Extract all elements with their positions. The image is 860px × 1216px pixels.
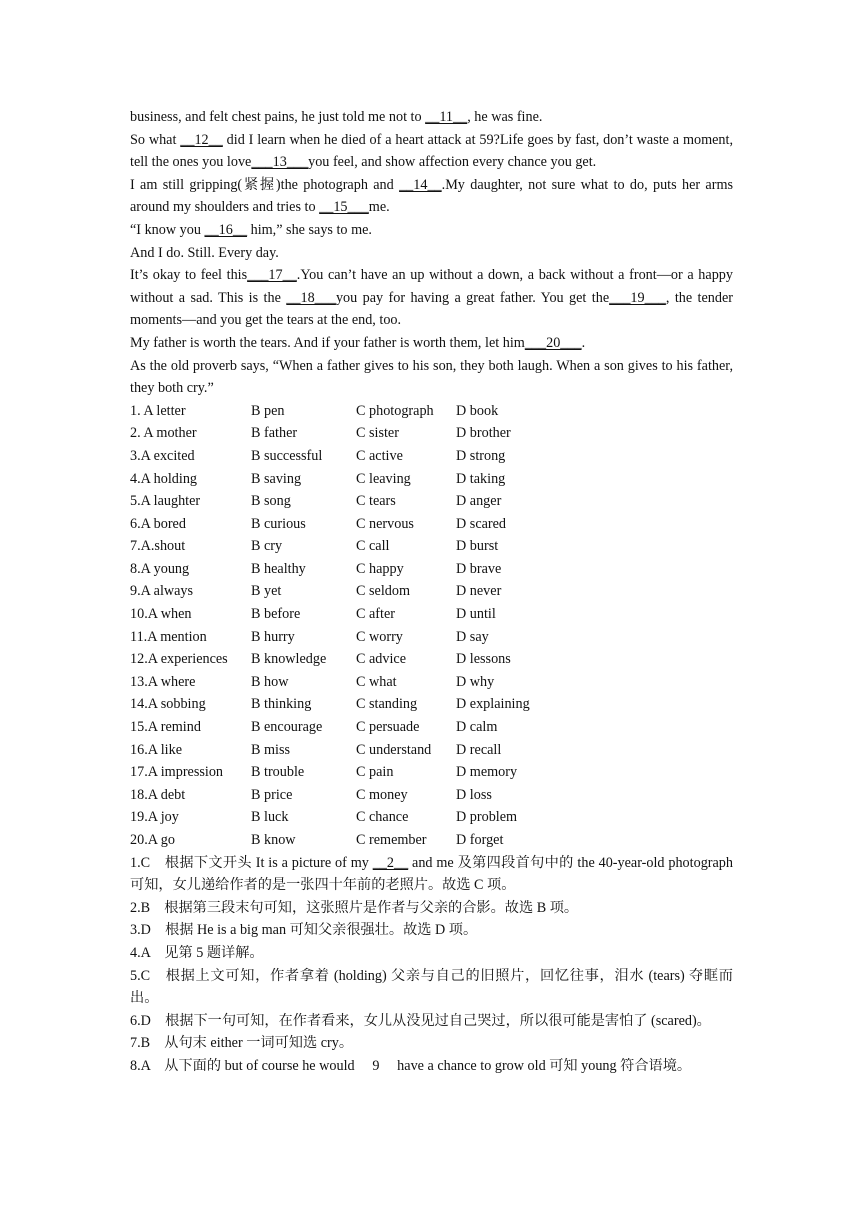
option-d: D recall — [456, 741, 502, 758]
option-a: 3.A excited — [130, 447, 195, 464]
option-b: B how — [251, 673, 289, 690]
passage-paragraph — [130, 242, 733, 265]
text-run: It’s okay to feel this — [130, 267, 248, 284]
option-b: B hurry — [251, 628, 295, 645]
option-b: B pen — [251, 402, 285, 419]
option-d: D lessons — [456, 651, 511, 668]
option-c: C seldom — [356, 583, 410, 600]
option-b: B price — [251, 786, 293, 803]
answer-explanation — [130, 965, 733, 1010]
option-row — [130, 400, 733, 423]
cloze-blank: __16__ — [204, 221, 248, 238]
option-c: C what — [356, 673, 397, 690]
option-d: D say — [456, 628, 489, 645]
text-run: As the old proverb says, “When a father gives to his son, they both laugh. When a son gives to his father, they both cry.” — [130, 357, 733, 397]
option-c: C nervous — [356, 515, 414, 532]
option-b: B before — [251, 606, 301, 623]
option-row — [130, 784, 733, 807]
option-row — [130, 648, 733, 671]
answer-explanation — [130, 1010, 733, 1033]
text-run: you feel, and show affection every chance you get. — [308, 154, 597, 171]
text-run: business, and felt chest pains, he just told me not to — [130, 109, 426, 125]
option-row — [130, 829, 733, 852]
text-run: .My daughter, not sure what to do, puts her arms around my shoulders and tries to — [130, 176, 733, 216]
option-a: 12.A experiences — [130, 651, 228, 668]
answer-explanation — [130, 1055, 733, 1078]
option-b: B healthy — [251, 560, 306, 577]
text-run: 7.B 从句末 either 一词可知选 cry。 — [130, 1035, 354, 1052]
option-row — [130, 558, 733, 581]
option-d: D never — [456, 583, 502, 600]
option-a: 10.A when — [130, 606, 192, 623]
options-list — [130, 400, 733, 852]
option-b: B yet — [251, 583, 282, 600]
text-run: My father is worth the tears. And if your father is worth them, let him — [130, 334, 525, 351]
text-run: 3.D 根据 He is a big man 可知父亲很强壮。故选 D 项。 — [130, 922, 478, 939]
option-c: C pain — [356, 764, 394, 781]
option-row — [130, 626, 733, 649]
option-row — [130, 806, 733, 829]
answer-explanation — [130, 919, 733, 942]
text-run: him,” she says to me. — [247, 221, 372, 238]
option-b: B luck — [251, 809, 289, 826]
option-a: 11.A mention — [130, 628, 207, 645]
cloze-blank: ___20___ — [524, 334, 582, 351]
answer-explanation — [130, 942, 733, 965]
option-c: C leaving — [356, 470, 411, 487]
answer-explanation — [130, 852, 733, 897]
option-row — [130, 603, 733, 626]
passage-paragraph — [130, 129, 733, 174]
option-d: D brave — [456, 560, 502, 577]
option-b: B know — [251, 832, 296, 848]
text-run: I am still gripping(紧握)the photograph and — [130, 176, 400, 193]
passage — [130, 106, 733, 400]
answer-explanation — [130, 1032, 733, 1055]
cloze-blank: ___17__ — [247, 267, 297, 284]
option-b: B miss — [251, 741, 291, 758]
answer-explanations — [130, 852, 733, 1078]
option-b: B father — [251, 425, 298, 442]
cloze-blank: __11__ — [425, 109, 468, 125]
option-a: 18.A debt — [130, 786, 186, 803]
text-run: did I learn when he died of a heart attack at 59?Life goes by fast, don’t waste a moment, tell the ones you love — [130, 131, 733, 171]
cloze-blank: __15___ — [319, 199, 369, 216]
text-run: 2.B 根据第三段末句可知，这张照片是作者与父亲的合影。故选 B 项。 — [130, 899, 579, 916]
option-row — [130, 513, 733, 536]
option-row — [130, 761, 733, 784]
option-d: D calm — [456, 719, 498, 736]
option-row — [130, 671, 733, 694]
option-a: 20.A go — [130, 832, 175, 848]
option-b: B curious — [251, 515, 306, 532]
option-d: D why — [456, 673, 495, 690]
option-b: B thinking — [251, 696, 312, 713]
option-c: C advice — [356, 651, 407, 668]
option-d: D problem — [456, 809, 518, 826]
text-run: “I know you — [130, 221, 205, 238]
option-a: 8.A young — [130, 560, 190, 577]
option-row — [130, 468, 733, 491]
option-c: C photograph — [356, 402, 434, 419]
text-run: me. — [368, 199, 390, 216]
option-b: B saving — [251, 470, 302, 487]
text-run: and me 及第四段首句中的 the 40-year-old photograph 可知，女儿递给作者的是一张四十年前的老照片。故选 C 项。 — [130, 854, 733, 894]
option-row — [130, 422, 733, 445]
option-d: D until — [456, 606, 496, 623]
passage-paragraph — [130, 106, 733, 129]
text-run: , he was fine. — [467, 109, 543, 125]
document-page — [130, 106, 733, 1078]
option-row — [130, 490, 733, 513]
text-run: 1.C 根据下文开头 It is a picture of my — [130, 854, 373, 871]
text-run: 4.A 见第 5 题详解。 — [130, 944, 264, 961]
option-c: C remember — [356, 832, 427, 848]
passage-paragraph — [130, 332, 733, 355]
option-row — [130, 445, 733, 468]
option-a: 2. A mother — [130, 425, 197, 442]
passage-paragraph — [130, 174, 733, 219]
option-a: 15.A remind — [130, 719, 201, 736]
option-b: B trouble — [251, 764, 305, 781]
text-run: 8.A 从下面的 but of course he would 9 have a chance to grow old 可知 young 符合语境。 — [130, 1057, 692, 1074]
option-c: C persuade — [356, 719, 420, 736]
text-run: . — [581, 334, 586, 351]
option-d: D burst — [456, 538, 499, 555]
cloze-blank: __18___ — [286, 289, 336, 306]
cloze-blank: ___13___ — [251, 154, 309, 171]
option-c: C worry — [356, 628, 403, 645]
option-a: 13.A where — [130, 673, 196, 690]
cloze-blank: __2__ — [372, 854, 409, 871]
option-row — [130, 739, 733, 762]
option-row — [130, 693, 733, 716]
option-d: D loss — [456, 786, 492, 803]
option-a: 9.A always — [130, 583, 194, 600]
text-run: And I do. Still. Every day. — [130, 244, 279, 261]
cloze-blank: __12__ — [180, 131, 223, 148]
option-c: C sister — [356, 425, 399, 442]
option-a: 16.A like — [130, 741, 183, 758]
option-c: C happy — [356, 560, 404, 577]
option-a: 1. A letter — [130, 402, 186, 419]
option-d: D explaining — [456, 696, 530, 713]
option-d: D taking — [456, 470, 506, 487]
passage-paragraph — [130, 355, 733, 400]
option-b: B knowledge — [251, 651, 327, 668]
answer-explanation — [130, 897, 733, 920]
option-row — [130, 580, 733, 603]
option-row — [130, 716, 733, 739]
cloze-blank: ___19___ — [609, 289, 666, 306]
option-b: B song — [251, 493, 291, 510]
option-b: B successful — [251, 447, 323, 464]
option-c: C understand — [356, 741, 432, 758]
option-b: B encourage — [251, 719, 323, 736]
option-d: D brother — [456, 425, 511, 442]
option-c: C chance — [356, 809, 409, 826]
option-c: C call — [356, 538, 390, 555]
option-c: C money — [356, 786, 408, 803]
text-run: 6.D 根据下一句可知，在作者看来，女儿从没见过自己哭过，所以很可能是害怕了 (scared)。 — [130, 1012, 711, 1029]
option-a: 5.A laughter — [130, 493, 201, 510]
option-a: 7.A.shout — [130, 538, 186, 555]
text-run: So what — [130, 131, 181, 148]
option-d: D forget — [456, 832, 504, 848]
passage-paragraph — [130, 219, 733, 242]
option-d: D strong — [456, 447, 506, 464]
text-run: 5.C 根据上文可知，作者拿着 (holding) 父亲与自己的旧照片，回忆往事，泪水 (tears) 夺眶而出。 — [130, 967, 733, 1007]
cloze-blank: __14__ — [399, 176, 442, 193]
option-a: 14.A sobbing — [130, 696, 206, 713]
option-a: 6.A bored — [130, 515, 186, 532]
option-a: 4.A holding — [130, 470, 198, 487]
option-a: 17.A impression — [130, 764, 224, 781]
text-run: , the tender moments—and you get the tears at the end, too. — [130, 289, 734, 329]
text-run: you pay for having a great father. You get the — [335, 289, 610, 306]
option-d: D scared — [456, 515, 507, 532]
option-c: C active — [356, 447, 403, 464]
option-b: B cry — [251, 538, 283, 555]
option-a: 19.A joy — [130, 809, 179, 826]
text-run: .You can’t have an up without a down, a back without a front—or a happy without a sad. This is the — [130, 267, 733, 306]
passage-paragraph — [130, 264, 733, 332]
option-d: D book — [456, 402, 499, 419]
option-row — [130, 535, 733, 558]
option-c: C standing — [356, 696, 418, 713]
option-d: D memory — [456, 764, 518, 781]
option-c: C tears — [356, 493, 396, 510]
option-d: D anger — [456, 493, 502, 510]
option-c: C after — [356, 606, 395, 623]
